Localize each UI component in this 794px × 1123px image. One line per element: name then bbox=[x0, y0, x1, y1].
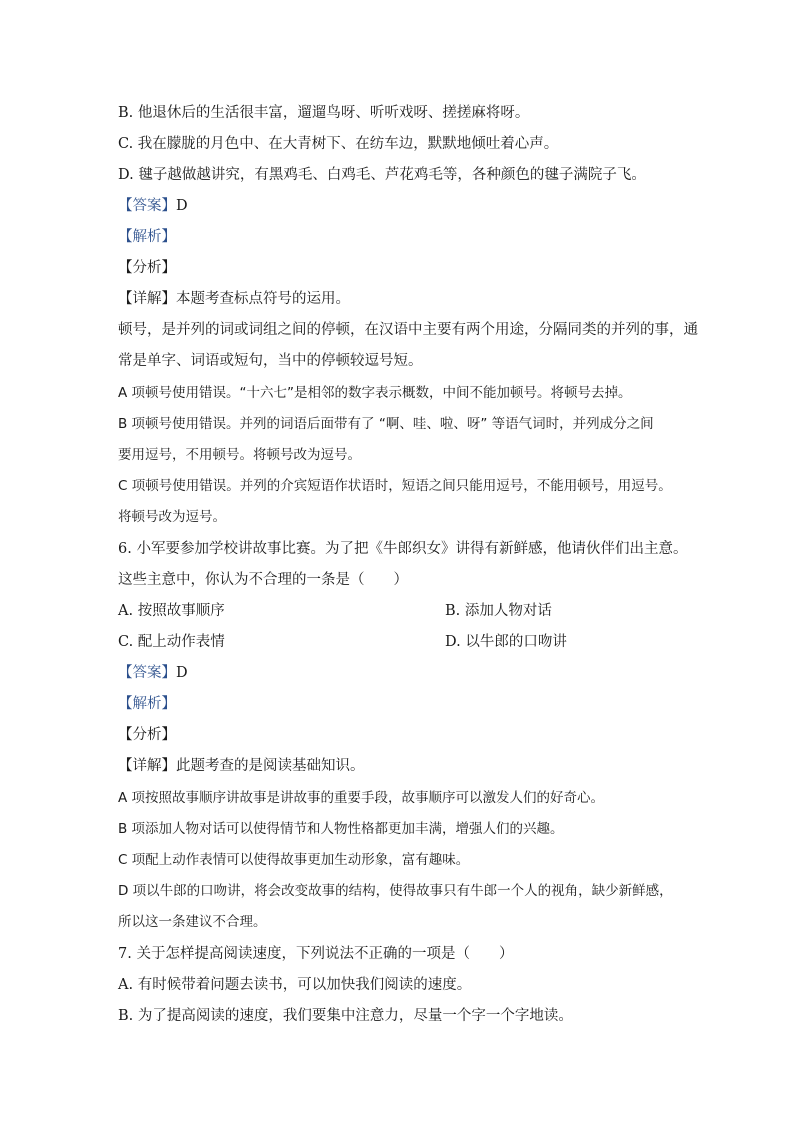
q5-c-note-line-2: 将顿号改为逗号。 bbox=[118, 509, 226, 525]
q6-option-a: A. 按照故事顺序 bbox=[118, 603, 225, 619]
q7-option-a: A. 有时候带着问题去读书，可以加快我们阅读的速度。 bbox=[118, 977, 472, 993]
q6-option-c: C. 配上动作表情 bbox=[118, 634, 225, 650]
q6-xiangjie: 【详解】此题考查的是阅读基础知识。 bbox=[118, 758, 365, 774]
q5-fenxi-heading: 【分析】 bbox=[118, 260, 176, 276]
answer-tag: 【答案】 bbox=[118, 198, 176, 214]
q5-jiexi-heading: 【解析】 bbox=[118, 229, 176, 245]
q6-b-note: B 项添加人物对话可以使得情节和人物性格都更加丰满，增强人们的兴趣。 bbox=[118, 821, 564, 837]
q6-stem-line-2: 这些主意中，你认为不合理的一条是（ ） bbox=[118, 572, 408, 588]
q6-option-b: B. 添加人物对话 bbox=[445, 603, 552, 619]
q5-b-note-line-1: B 项顿号使用错误。并列的词语后面带有了 “啊、哇、啦、呀” 等语气词时，并列成分之间 bbox=[118, 416, 654, 432]
q5-option-d: D. 毽子越做越讲究，有黑鸡毛、白鸡毛、芦花鸡毛等，各种颜色的毽子满院子飞。 bbox=[118, 167, 646, 183]
q6-jiexi-heading: 【解析】 bbox=[118, 696, 176, 712]
q5-b-note-line-2: 要用逗号，不用顿号。将顿号改为逗号。 bbox=[118, 447, 361, 463]
q7-option-b: B. 为了提高阅读的速度，我们要集中注意力，尽量一个字一个字地读。 bbox=[118, 1008, 573, 1024]
q5-explain-line-1: 顿号，是并列的词或词组之间的停顿，在汉语中主要有两个用途，分隔同类的并列的事，通 bbox=[118, 322, 698, 338]
q5-answer bbox=[118, 196, 188, 216]
q7-stem: 7. 关于怎样提高阅读速度，下列说法不正确的一项是（ ） bbox=[118, 946, 514, 962]
answer-tag: 【答案】 bbox=[118, 665, 176, 681]
answer-value: D bbox=[176, 198, 188, 214]
q5-explain-line-2: 常是单字、词语或短句，当中的停顿较逗号短。 bbox=[118, 353, 423, 369]
q5-option-c: C. 我在朦胧的月色中、在大青树下、在纺车边，默默地倾吐着心声。 bbox=[118, 136, 559, 152]
q6-answer bbox=[118, 663, 188, 683]
q6-d-note-line-1: D 项以牛郎的口吻讲，将会改变故事的结构，使得故事只有牛郎一个人的视角，缺少新鲜感， bbox=[118, 883, 673, 899]
q5-c-note-line-1: C 项顿号使用错误。并列的介宾短语作状语时，短语之间只能用逗号，不能用顿号，用逗号。 bbox=[118, 478, 672, 494]
q6-fenxi-heading: 【分析】 bbox=[118, 727, 176, 743]
q5-option-b: B. 他退休后的生活很丰富，遛遛鸟呀、听听戏呀、搓搓麻将呀。 bbox=[118, 105, 530, 121]
q5-xiangjie: 【详解】本题考查标点符号的运用。 bbox=[118, 291, 350, 307]
q6-c-note: C 项配上动作表情可以使得故事更加生动形象，富有趣味。 bbox=[118, 852, 470, 868]
q6-d-note-line-2: 所以这一条建议不合理。 bbox=[118, 914, 267, 930]
q6-a-note: A 项按照故事顺序讲故事是讲故事的重要手段，故事顺序可以激发人们的好奇心。 bbox=[118, 790, 605, 806]
q6-stem-line-1: 6. 小军要参加学校讲故事比赛。为了把《牛郎织女》讲得有新鲜感，他请伙伴们出主意。 bbox=[118, 541, 688, 557]
q5-a-note: A 项顿号使用错误。“十六七”是相邻的数字表示概数，中间不能加顿号。将顿号去掉。 bbox=[118, 385, 632, 401]
answer-value: D bbox=[176, 665, 188, 681]
q6-option-d: D. 以牛郎的口吻讲 bbox=[445, 634, 567, 650]
